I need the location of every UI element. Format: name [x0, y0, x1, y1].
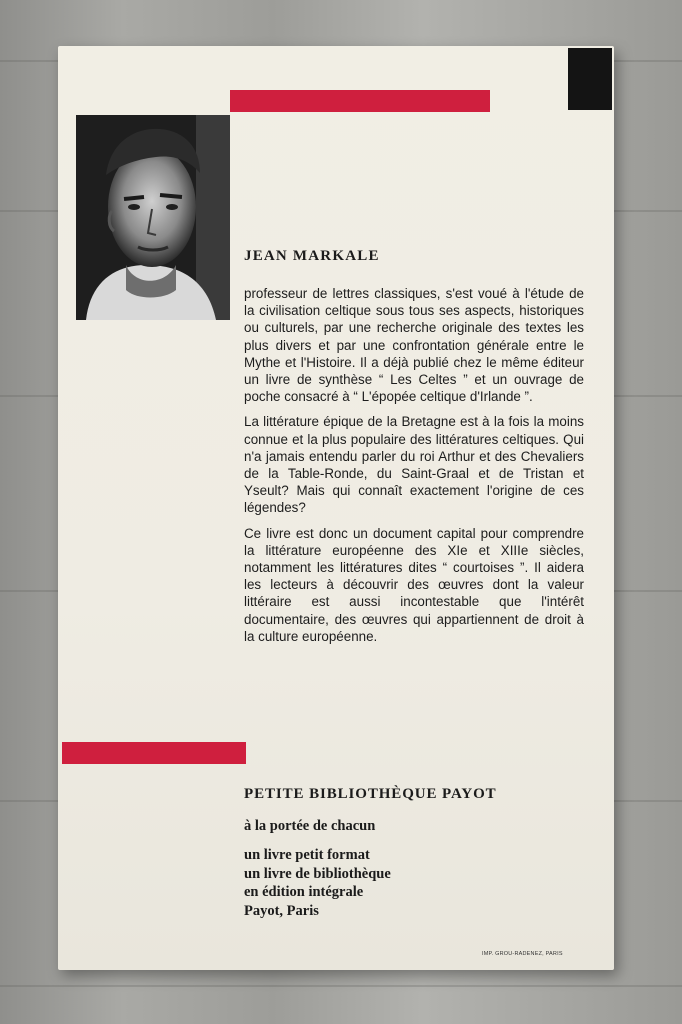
bio-paragraph-2: La littérature épique de la Bretagne est à la fois la moins connue et la plus populaire des littératures celtiques. Qui n'a jamais entendu parler du roi Arthur et des Chevaliers de la Table-Ronde, du Saint-Graal et de Tristan et Yseult? Mais qui connaît exactement l'origine de ces légendes?	[244, 414, 584, 516]
printer-imprint: IMP. GROU-RADENEZ, PARIS	[482, 951, 563, 957]
feature-line: en édition intégrale	[244, 884, 364, 900]
red-bar-bottom	[62, 742, 246, 764]
author-name: JEAN MARKALE	[244, 248, 380, 264]
author-photo	[76, 115, 230, 320]
publisher-line: Payot, Paris	[244, 902, 319, 919]
bio-paragraph-3: Ce livre est donc un document capital pour comprendre la littérature européenne des XIe et XIIIe siècles, notamment les littératures dites “ courtoises ”. Il aidera les lecteurs à découvrir des œuvres dont la valeur littéraire est aussi incontestable que l'intérêt documentaire, des œuvres qui appartiennent de droit à la culture européenne.	[244, 525, 584, 644]
feature-line: un livre de bibliothèque	[244, 865, 391, 882]
bio-text	[244, 285, 584, 653]
series-tagline: à la portée de chacun	[244, 818, 376, 834]
feature-line: un livre petit format	[244, 847, 370, 863]
series-features	[244, 846, 391, 920]
cover-corner-wear	[568, 48, 612, 110]
series-title: PETITE BIBLIOTHÈQUE PAYOT	[244, 786, 497, 802]
bio-paragraph-1: professeur de lettres classiques, s'est voué à l'étude de la civilisation celtique sous tous ses aspects, historiques ou culturels, par une recherche originale des textes les plus divers et par une confrontation générale entre le Mythe et l'Histoire. Il a déjà publié chez le même éditeur un livre de synthèse “ Les Celtes ” et un ouvrage de poche consacré à “ L'épopée celtique d'Irlande ”.	[244, 286, 584, 405]
red-bar-top	[230, 90, 490, 112]
